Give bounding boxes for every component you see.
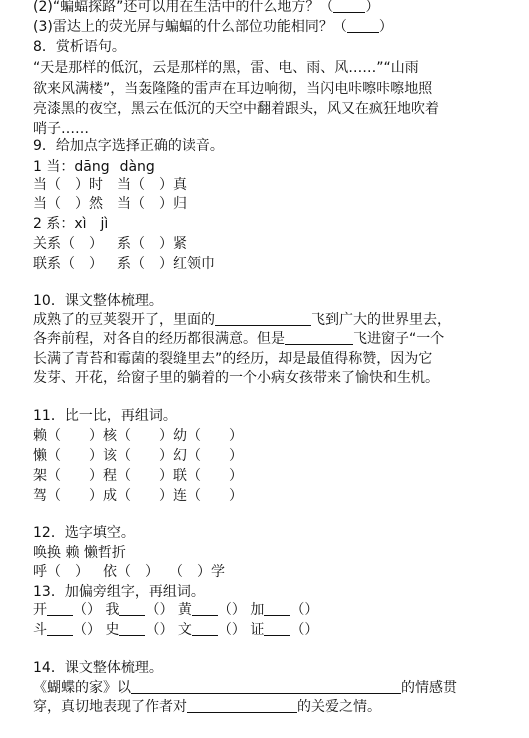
q11-row	[33, 486, 243, 506]
q11-row	[33, 446, 243, 466]
answer-item[interactable]: 联（ ）	[173, 468, 243, 484]
q9-group1-label: 1 当：dāng dàng	[33, 159, 155, 175]
answer-paren[interactable]: （）	[145, 622, 174, 638]
answer-item[interactable]: （ ）学	[169, 564, 225, 580]
answer-item[interactable]: 幻（ ）	[173, 448, 243, 464]
answer-item[interactable]: 赖（ ）	[33, 428, 103, 444]
q8-line: 哨子……	[33, 121, 89, 137]
q9-title: 9．给加点字选择正确的读音。	[33, 138, 224, 154]
q9-group2-row	[33, 234, 187, 254]
answer-item[interactable]: 懒（ ）	[33, 448, 103, 464]
q13-blank[interactable]	[264, 600, 290, 616]
q13-blank[interactable]	[192, 600, 218, 616]
q12-items	[33, 562, 225, 582]
q13-blank[interactable]	[119, 600, 145, 616]
answer-item[interactable]: 连（ ）	[173, 488, 243, 504]
answer-item[interactable]: 依（ ）	[103, 564, 159, 580]
q7-sub2: (2)“蝙蝠探路”还可以用在生活中的什么地方？（ ）	[33, 0, 379, 17]
answer-item[interactable]: 联系（ ）	[33, 256, 103, 272]
q9-group2-row	[33, 254, 215, 274]
answer-paren[interactable]: （）	[290, 602, 319, 618]
answer-item[interactable]: 当（ ）归	[117, 196, 187, 212]
q8-line: 亮漆黑的夜空，黑云在低沉的天空中翻着跟头，风又在疯狂地吹着	[33, 101, 439, 117]
q13-row: 斗 （） 史 （） 文 （） 证 （）	[33, 622, 319, 638]
q7-sub2-blank[interactable]	[333, 0, 365, 13]
q14-line: 《蝴蝶的家》以 的情感贯	[33, 680, 457, 696]
q7-sub3: (3)雷达上的荧光屏与蝙蝠的什么部位功能相同？（ ）	[33, 19, 393, 35]
answer-item[interactable]: 该（ ）	[103, 448, 173, 464]
answer-paren[interactable]: （）	[290, 622, 319, 638]
answer-item[interactable]: 呼（ ）	[33, 564, 89, 580]
q10-line: 各奔前程，对各自的经历都很满意。但是 飞进窗子“一个	[33, 331, 445, 347]
q8-line: 欲来风满楼”，当轰隆隆的雷声在耳边响彻，当闪电咔嚓咔嚓地照	[33, 81, 433, 97]
answer-paren[interactable]: （）	[145, 602, 174, 618]
answer-item[interactable]: 当（ ）然	[33, 196, 103, 212]
q9-group2-label: 2 系：xì jì	[33, 216, 109, 232]
q10-line: 发芽、开花，给窗子里的躺着的一个小病女孩带来了愉快和生机。	[33, 370, 439, 386]
answer-item[interactable]: 架（ ）	[33, 468, 103, 484]
answer-item[interactable]: 当（ ）真	[117, 177, 187, 193]
q10-line: 长满了青苔和霉菌的裂缝里去”的经历，却是最值得称赞，因为它	[33, 351, 433, 367]
q10-line: 成熟了的豆荚裂开了，里面的 飞到广大的世界里去，	[33, 312, 451, 328]
answer-item[interactable]: 成（ ）	[103, 488, 173, 504]
pinyin-option: dāng	[74, 159, 110, 175]
q13-blank[interactable]	[192, 620, 218, 636]
pinyin-option: dàng	[119, 159, 155, 175]
q12-title: 12．选字填空。	[33, 525, 135, 541]
q10-blank[interactable]	[285, 329, 353, 345]
q10-blank[interactable]	[215, 310, 311, 326]
answer-item[interactable]: 程（ ）	[103, 468, 173, 484]
q9-group1-row	[33, 194, 187, 214]
answer-item[interactable]: 关系（ ）	[33, 236, 103, 252]
q11-row	[33, 426, 243, 446]
q11-row	[33, 466, 243, 486]
q14-line: 穿，真切地表现了作者对 的关爱之情。	[33, 699, 381, 715]
answer-item[interactable]: 幼（ ）	[173, 428, 243, 444]
answer-item[interactable]: 核（ ）	[103, 428, 173, 444]
answer-item[interactable]: 当（ ）时	[33, 177, 103, 193]
q10-title: 10．课文整体梳理。	[33, 293, 163, 309]
q14-blank[interactable]	[131, 678, 401, 694]
q11-title: 11．比一比，再组词。	[33, 408, 177, 424]
answer-paren[interactable]: （）	[73, 622, 101, 638]
answer-item[interactable]: 驾（ ）	[33, 488, 103, 504]
q14-title: 14．课文整体梳理。	[33, 660, 163, 676]
q13-blank[interactable]	[47, 600, 73, 616]
q12-options: 唤换 赖 懒哲折	[33, 545, 126, 561]
pinyin-option: jì	[100, 216, 109, 232]
q13-row: 开 （） 我 （） 黄 （） 加 （）	[33, 602, 319, 618]
answer-paren[interactable]: （）	[217, 602, 246, 618]
answer-item[interactable]: 系（ ）紧	[117, 236, 187, 252]
q13-title: 13．加偏旁组字，再组词。	[33, 584, 205, 600]
answer-item[interactable]: 系（ ）红领巾	[117, 256, 215, 272]
q7-sub3-blank[interactable]	[347, 17, 379, 33]
answer-paren[interactable]: （）	[73, 602, 101, 618]
answer-paren[interactable]: （）	[217, 622, 246, 638]
q13-blank[interactable]	[119, 620, 145, 636]
q9-group1-row	[33, 175, 187, 195]
q14-blank[interactable]	[187, 697, 297, 713]
q13-blank[interactable]	[264, 620, 290, 636]
pinyin-option: xì	[74, 216, 87, 232]
q8-line: “天是那样的低沉，云是那样的黑，雷、电、雨、风……”“山雨	[33, 60, 419, 76]
q8-title: 8．赏析语句。	[33, 39, 126, 55]
q13-blank[interactable]	[47, 620, 73, 636]
